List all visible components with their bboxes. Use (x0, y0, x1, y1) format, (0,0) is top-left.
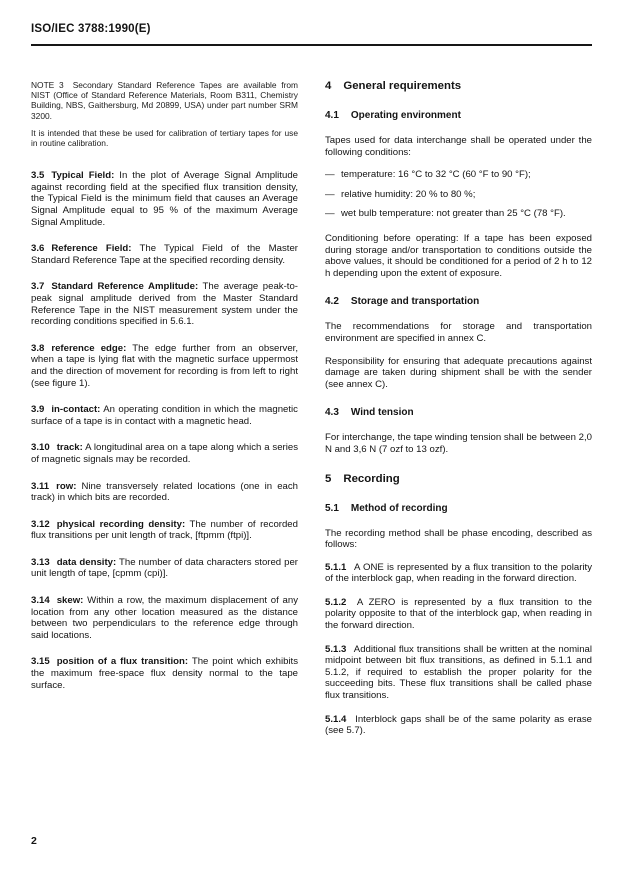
clause-number: 5.1.3 (325, 643, 347, 655)
definition-text: The point which exhibits the maximum free-space flux density normal to the tape surface. (31, 656, 299, 691)
clause-5-1-4 (325, 714, 592, 737)
clause-5-1-3 (325, 644, 592, 702)
definition-item (31, 343, 298, 389)
right-column (325, 80, 592, 749)
note-label: NOTE 3 (31, 80, 64, 90)
clause-text: A ZERO is represented by a flux transition to the polarity opposite to that of the interblock gap, when reading in the forward direction. (325, 596, 592, 632)
definition-number: 3.9 (31, 404, 45, 416)
page-number: 2 (31, 835, 37, 847)
para-operating-conditions-intro: Tapes used for data interchange shall be operated under the following conditions: (325, 135, 592, 158)
section-heading-title: Operating environment (350, 110, 461, 121)
section-4-2-heading (325, 296, 592, 307)
section-heading-number: 5.1 (325, 502, 339, 514)
definition-item (31, 595, 298, 641)
page-body (31, 80, 592, 749)
condition-text: relative humidity: 20 % to 80 %; (341, 188, 476, 200)
para-conditioning: Conditioning before operating: If a tape has been exposed during storage and/or transportation to conditions outside the above values, it should be conditioned for a period of 2 h to 12 h depending upon the extent of exposure. (325, 232, 592, 279)
section-5-1-heading (325, 503, 592, 514)
definition-term: data density: (56, 556, 117, 568)
section-4-1-heading (325, 110, 592, 121)
definition-item (31, 170, 298, 228)
definition-item (31, 281, 298, 327)
condition-item (325, 208, 592, 220)
definition-text: In the plot of Average Signal Amplitude against recording field at the specified flux transition density, the Typical Field is the minimum field that causes an Average Signal Amplitude equal to 95 % of the maximum Average Signal Amplitude. (31, 170, 298, 228)
definition-item (31, 557, 298, 580)
note-text: Secondary Standard Reference Tapes are available from NIST (Office of Standard Reference Materials, Room B311, Chemistry Building, NBS, Gaithersburg, Md 20899, USA) under part number SRM 3200. (31, 80, 298, 121)
document-id: ISO/IEC 3788:1990(E) (31, 23, 151, 35)
definition-text: The average peak-to-peak signal amplitude derived from the Master Standard Reference Tape in the NIST measurement system under the recording conditions specified in 5.6.1. (31, 281, 298, 328)
section-heading-title: Storage and transportation (350, 296, 480, 308)
definition-item (31, 519, 298, 542)
section-heading-title: Recording (343, 472, 400, 485)
definition-item (31, 243, 298, 266)
section-4-3-heading (325, 407, 592, 418)
section-heading-number: 4.3 (325, 407, 339, 419)
dash-bullet: — (325, 169, 335, 181)
definition-text: Nine transversely related locations (one in each track) in which bits are recorded. (31, 480, 298, 504)
clause-text: Interblock gaps shall be of the same polarity as erase (see 5.7). (325, 713, 592, 737)
note-paragraph: It is intended that these be used for calibration of tertiary tapes for use in routine calibration. (31, 127, 298, 149)
definition-number: 3.6 (31, 243, 45, 255)
condition-text: wet bulb temperature: not greater than 25 °C (78 °F). (341, 208, 566, 220)
section-heading-number: 4.1 (325, 110, 339, 121)
definition-term: row: (56, 480, 77, 492)
section-heading-number: 5 (325, 472, 332, 485)
definition-item (31, 404, 298, 427)
definition-term: track: (56, 442, 83, 454)
section-heading-number: 4.2 (325, 296, 339, 308)
definition-term: in-contact: (51, 404, 101, 416)
definition-number: 3.8 (31, 342, 45, 354)
dash-bullet: — (325, 208, 335, 220)
para-shipment-responsibility: Responsibility for ensuring that adequate precautions against damage are taken during shipment shall be with the sender (see annex C). (325, 355, 592, 390)
clause-text: Additional flux transitions shall be written at the nominal midpoint between bit flux transitions, as defined in 5.1.1 and 5.1.2, if required to establish the proper polarity for the succeeding bits. These flux transitions shall be called phase flux transitions. (325, 643, 592, 702)
clause-text: A ONE is represented by a flux transition to the polarity of the interblock gap, when reading in the forward direction. (325, 561, 592, 585)
definition-number: 3.5 (31, 170, 45, 182)
condition-item (325, 169, 592, 181)
para-recording-method-intro: The recording method shall be phase encoding, described as follows: (325, 527, 592, 551)
para-winding-tension: For interchange, the tape winding tension shall be between 2,0 N and 3,6 N (7 ozf to 13 ozf). (325, 432, 592, 455)
definition-number: 3.11 (31, 480, 50, 492)
definition-term: skew: (56, 595, 84, 607)
definition-number: 3.10 (31, 442, 50, 454)
definition-text: A longitudinal area on a tape along which a series of magnetic signals may be recorded. (31, 442, 298, 465)
definition-term: Standard Reference Amplitude: (51, 281, 199, 293)
clause-number: 5.1.2 (325, 596, 347, 608)
note-paragraph (31, 80, 298, 121)
definition-number: 3.12 (31, 518, 50, 530)
definition-number: 3.7 (31, 281, 45, 293)
clause-5-1-1 (325, 562, 592, 585)
header-rule (31, 44, 592, 46)
definition-item (31, 656, 298, 691)
definition-number: 3.15 (31, 656, 50, 668)
section-heading-number: 4 (325, 80, 332, 92)
definition-number: 3.13 (31, 556, 50, 568)
condition-text: temperature: 16 °C to 32 °C (60 °F to 90 °F); (341, 169, 531, 181)
definition-item (31, 442, 298, 465)
dash-bullet: — (325, 188, 335, 200)
definition-term: physical recording density: (56, 518, 186, 530)
clause-number: 5.1.4 (325, 713, 347, 725)
clause-5-1-2 (325, 597, 592, 632)
clause-number: 5.1.1 (325, 561, 347, 573)
definition-text: The number of data characters stored per unit length of tape, [cpmm (cpi)]. (31, 556, 298, 580)
definition-text: Within a row, the maximum displacement of any location from any other location measured as the distance between two perpendiculars to the reference edge through said locations. (31, 595, 299, 641)
section-5-heading (325, 473, 592, 485)
definition-term: position of a flux transition: (56, 656, 189, 668)
definition-term: Typical Field: (51, 170, 115, 182)
definition-text: An operating condition in which the magnetic surface of a tape is in contact with a magnetic head. (31, 404, 298, 427)
definition-term: Reference Field: (51, 243, 132, 255)
section-heading-title: Wind tension (350, 407, 414, 419)
definition-item (31, 481, 298, 504)
section-heading-title: General requirements (343, 80, 462, 92)
definition-number: 3.14 (31, 595, 50, 607)
definition-term: reference edge: (51, 342, 127, 354)
condition-item (325, 189, 592, 201)
section-4-heading (325, 80, 592, 92)
para-storage-recommendations: The recommendations for storage and transportation environment are specified in annex C. (325, 321, 592, 344)
section-heading-title: Method of recording (350, 502, 448, 514)
left-column (31, 80, 298, 706)
definition-text: The edge further from an observer, when a tape is lying flat with the magnetic surface uppermost and the direction of movement for recording is from left to right (see figure 1). (31, 342, 299, 389)
definition-text: The number of recorded flux transitions per unit length of track, [ftpmm (ftpi)]. (31, 518, 298, 542)
definition-text: The Typical Field of the Master Standard Reference Tape at the specified recording density. (31, 243, 298, 266)
